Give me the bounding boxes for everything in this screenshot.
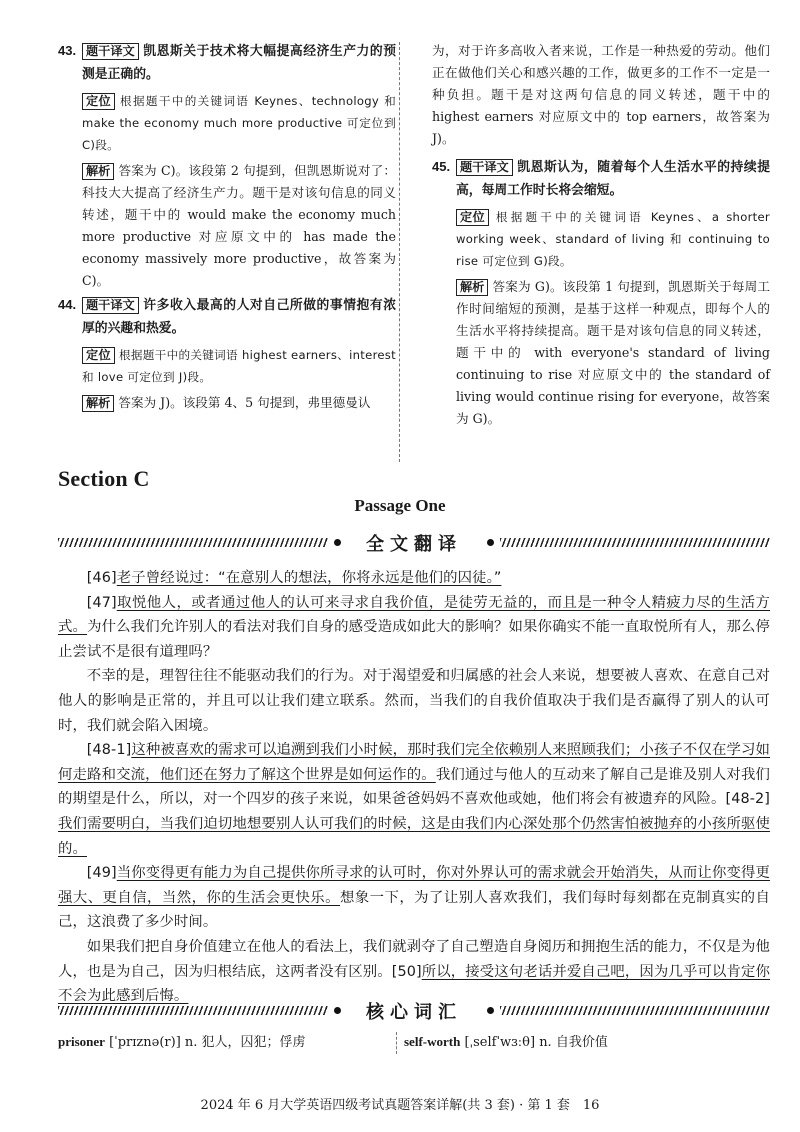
passage-title: Passage One bbox=[354, 496, 446, 515]
column-divider bbox=[399, 42, 400, 462]
translation-header-bar bbox=[58, 532, 770, 554]
translation-paragraph bbox=[58, 591, 770, 665]
vocab-entry bbox=[404, 1032, 608, 1053]
analysis-tag: 解析 bbox=[82, 395, 114, 412]
underlined-sentence: 我们需要明白，当我们迫切地想要别人认可我们的时候，这是由我们内心深处那个仍然害怕被抛弃的小孩所驱使的。 bbox=[58, 815, 770, 857]
vocab-phonetic: [ˌselfˈwɜːθ] bbox=[464, 1035, 536, 1050]
translation-paragraph: 不幸的是，理智往往不能驱动我们的行为。对于渴望爱和归属感的社会人来说，想要被人喜欢、在意自己对他人的影响是正常的，并且可以让我们建立联系。然而，当我们的自我价值取决于我们是否赢得了别人的认可时，我们就会陷入困境。 bbox=[58, 668, 770, 734]
question-number: 45. bbox=[432, 159, 451, 174]
stem-translation: 许多收入最高的人对自己所做的事情抱有浓厚的兴趣和热爱。 bbox=[82, 298, 396, 336]
vocab-header: 核心词汇 bbox=[366, 1002, 462, 1023]
question-marker: [49] bbox=[86, 865, 117, 882]
hatch-decoration bbox=[500, 1006, 770, 1015]
analysis-tag: 解析 bbox=[456, 279, 488, 296]
underlined-sentence: 这种被喜欢的需求可以追溯到我们小时候，那时我们完全依赖别人来照顾我们；小孩子不仅在学习如何走路和交流，他们还在努力了解这个世界是如何运作的。 bbox=[58, 742, 770, 783]
analysis-text: 答案为 C)。该段第 2 句提到，但凯恩斯说对了：科技大大提高了经济生产力。题干是对该句信息的同义转述，题干中的 would make the economy much more productive 对应原文中的 has made the economy massively more productive，故答案为 C)。 bbox=[82, 163, 396, 288]
question-45 bbox=[432, 156, 770, 430]
vocab-header-bar bbox=[58, 1000, 770, 1022]
locate-tag: 定位 bbox=[82, 347, 115, 364]
question-marker: [48-2] bbox=[725, 791, 770, 808]
question-number: 43. bbox=[58, 43, 77, 58]
bullet-dot bbox=[487, 1007, 494, 1014]
question-marker: [48-1] bbox=[86, 742, 132, 759]
stem-translation-tag: 题干译文 bbox=[456, 159, 513, 176]
locate-text: 根据题干中的关键词语 Keynes、a shorter working week、standard of living 和 continuing to rise 可定位到 G)段。 bbox=[456, 210, 770, 268]
question-number: 44. bbox=[58, 297, 77, 312]
vocab-word: self-worth bbox=[404, 1034, 461, 1049]
question-44-continued: 为，对于许多高收入者来说，工作是一种热爱的劳动。他们正在做他们关心和感兴趣的工作，做更多的工作不一定是一种负担。题干是对这两句信息的同义转述，题干中的 highest earners 对应原文中的 top earners，故答案为 J)。 bbox=[432, 43, 770, 146]
question-marker: [47] bbox=[86, 594, 117, 611]
full-translation bbox=[58, 566, 770, 1009]
stem-translation: 凯恩斯关于技术将大幅提高经济生产力的预测是正确的。 bbox=[82, 44, 396, 82]
translation-paragraph bbox=[58, 861, 770, 935]
vocab-phonetic: [ˈprɪznə(r)] bbox=[109, 1035, 181, 1050]
page-footer: 2024 年 6 月大学英语四级考试真题答案详解(共 3 套) · 第 1 套 16 bbox=[200, 1098, 600, 1113]
vocab-definition: n. 犯人，囚犯；俘虏 bbox=[184, 1035, 306, 1050]
question-43 bbox=[58, 40, 396, 292]
underlined-sentence: 当你变得更有能力为自己提供你所寻求的认可时，你对外界认可的需求就会开始消失，从而让你变得更强大、更自信，当然，你的生活会更快乐。 bbox=[58, 865, 770, 906]
vocab-divider bbox=[396, 1032, 397, 1054]
stem-translation-tag: 题干译文 bbox=[82, 297, 139, 314]
underlined-sentence: 老子曾经说过：“在意别人的想法，你将永远是他们的囚徒。” bbox=[116, 570, 502, 586]
stem-translation: 凯恩斯认为，随着每个人生活水平的持续提高，每周工作时长将会缩短。 bbox=[456, 160, 770, 198]
translation-paragraph bbox=[58, 738, 770, 861]
locate-text: 根据题干中的关键词语 Keynes、technology 和 make the economy much more productive 可定位到 C)段。 bbox=[82, 94, 396, 152]
translation-header: 全文翻译 bbox=[366, 534, 462, 555]
underlined-sentence: 取悦他人，或者通过他人的认可来寻求自我价值，是徒劳无益的，而且是一种令人精疲力尽的生活方式。 bbox=[58, 594, 770, 636]
right-column bbox=[432, 40, 770, 432]
vocab-definition: n. 自我价值 bbox=[539, 1035, 608, 1050]
analysis-text: 答案为 J)。该段第 4、5 句提到，弗里德曼认 bbox=[118, 395, 371, 410]
locate-tag: 定位 bbox=[456, 209, 489, 226]
sentence: 想象一下，为了让别人喜欢我们，我们每时每刻都在克制真实的自己，这浪费了多少时间。 bbox=[58, 889, 770, 931]
left-column bbox=[58, 40, 396, 416]
analysis-tag: 解析 bbox=[82, 163, 114, 180]
locate-text: 根据题干中的关键词语 highest earners、interest 和 love 可定位到 J)段。 bbox=[82, 348, 396, 384]
underlined-sentence: 所以，接受这句老话并爱自己吧，因为几乎可以肯定你不会为此感到后悔。 bbox=[58, 963, 770, 1005]
question-44 bbox=[58, 294, 396, 414]
sentence: 为什么我们允许别人的看法对我们自身的感受造成如此大的影响？如果你确实不能一直取悦所有人，那么停止尝试不是很有道理吗？ bbox=[58, 619, 771, 660]
vocab-word: prisoner bbox=[58, 1034, 105, 1049]
sentence: 我们通过与他人的互动来了解自己是谁及别人对我们的期望是什么，所以，对一个四岁的孩子来说，如果爸爸妈妈不喜欢他或她，他们将会有被遗弃的风险。 bbox=[58, 766, 770, 808]
question-marker: [50] bbox=[391, 963, 422, 980]
analysis-text: 答案为 G)。该段第 1 句提到，凯恩斯关于每周工作时间缩短的预测，是基于这样一种观点，即每个人的生活水平将持续提高。题干是对该句信息的同义转述，题干中的 with everyone's standard of living continuing to rise 对应原文中的 the standard of living would continue rising for everyone，故答案为 G)。 bbox=[456, 279, 770, 426]
bullet-dot bbox=[487, 539, 494, 546]
vocab-entry bbox=[58, 1032, 306, 1053]
stem-translation-tag: 题干译文 bbox=[82, 43, 139, 60]
sentence: 如果我们把自身价值建立在他人的看法上，我们就剥夺了自己塑造自身阅历和拥抱生活的能力，不仅是为他人，也是为自己，因为归根结底，这两者没有区别。 bbox=[58, 938, 770, 980]
locate-tag: 定位 bbox=[82, 93, 115, 110]
translation-paragraph bbox=[58, 566, 770, 591]
hatch-decoration bbox=[500, 538, 770, 547]
section-title: Section C bbox=[58, 466, 150, 491]
question-marker: [46] bbox=[86, 570, 117, 586]
